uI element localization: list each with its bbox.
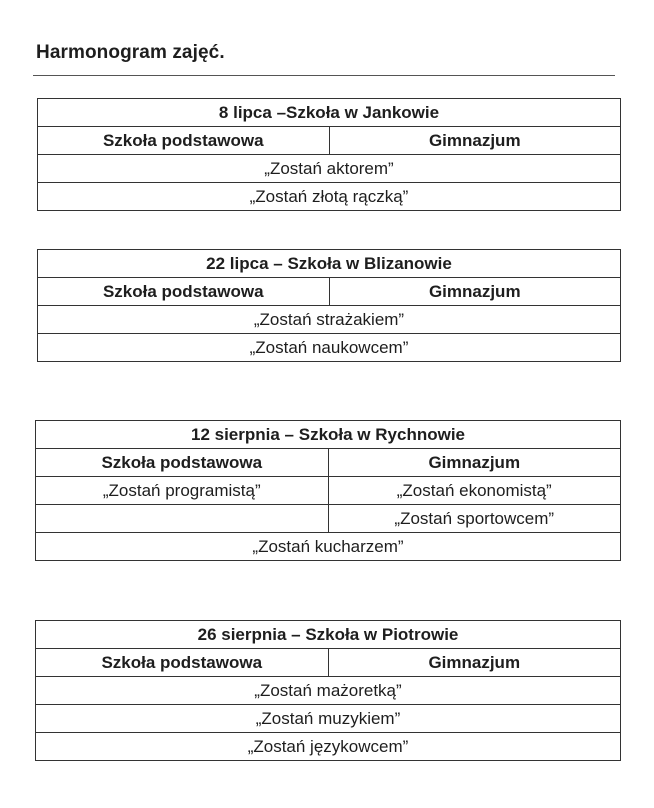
activity-cell: „Zostań aktorem”: [38, 155, 621, 183]
activity-cell-primary: [36, 505, 329, 533]
table-row: [36, 733, 621, 761]
column-header-middle-school: Gimnazjum: [329, 278, 621, 306]
table-row: [38, 334, 621, 362]
table-title-row: [36, 621, 621, 649]
table-row: [38, 155, 621, 183]
table-title: 22 lipca – Szkoła w Blizanowie: [38, 250, 621, 278]
table-row: [36, 533, 621, 561]
activity-cell: „Zostań kucharzem”: [36, 533, 621, 561]
activity-cell: „Zostań językowcem”: [36, 733, 621, 761]
schedule-table-rychnow: [35, 420, 621, 561]
activity-cell-middle: „Zostań ekonomistą”: [328, 477, 621, 505]
table-title-row: [36, 421, 621, 449]
table-title: 26 sierpnia – Szkoła w Piotrowie: [36, 621, 621, 649]
activity-cell: „Zostań mażoretką”: [36, 677, 621, 705]
table-title-row: [38, 99, 621, 127]
schedule-table-jankowo: [37, 98, 621, 211]
schedule-table-piotrowo: [35, 620, 621, 761]
activity-cell-middle: „Zostań sportowcem”: [328, 505, 621, 533]
table-title: 12 sierpnia – Szkoła w Rychnowie: [36, 421, 621, 449]
table-row: [36, 705, 621, 733]
schedule-table-blizanow: [37, 249, 621, 362]
column-header-primary-school: Szkoła podstawowa: [38, 127, 330, 155]
activity-cell: „Zostań strażakiem”: [38, 306, 621, 334]
activity-cell: „Zostań muzykiem”: [36, 705, 621, 733]
table-title: 8 lipca –Szkoła w Jankowie: [38, 99, 621, 127]
table-row: [38, 306, 621, 334]
table-row: [38, 183, 621, 211]
activity-cell: „Zostań naukowcem”: [38, 334, 621, 362]
table-header-row: [38, 127, 621, 155]
column-header-primary-school: Szkoła podstawowa: [38, 278, 330, 306]
column-header-middle-school: Gimnazjum: [328, 649, 621, 677]
activity-cell: „Zostań złotą rączką”: [38, 183, 621, 211]
column-header-primary-school: Szkoła podstawowa: [36, 649, 329, 677]
table-row: [36, 505, 621, 533]
table-header-row: [36, 649, 621, 677]
table-header-row: [36, 449, 621, 477]
table-row: [36, 477, 621, 505]
heading-divider: [33, 75, 615, 76]
column-header-middle-school: Gimnazjum: [328, 449, 621, 477]
table-row: [36, 677, 621, 705]
column-header-primary-school: Szkoła podstawowa: [36, 449, 329, 477]
column-header-middle-school: Gimnazjum: [329, 127, 621, 155]
table-header-row: [38, 278, 621, 306]
table-title-row: [38, 250, 621, 278]
activity-cell-primary: „Zostań programistą”: [36, 477, 329, 505]
page-title: Harmonogram zajęć.: [36, 42, 225, 63]
